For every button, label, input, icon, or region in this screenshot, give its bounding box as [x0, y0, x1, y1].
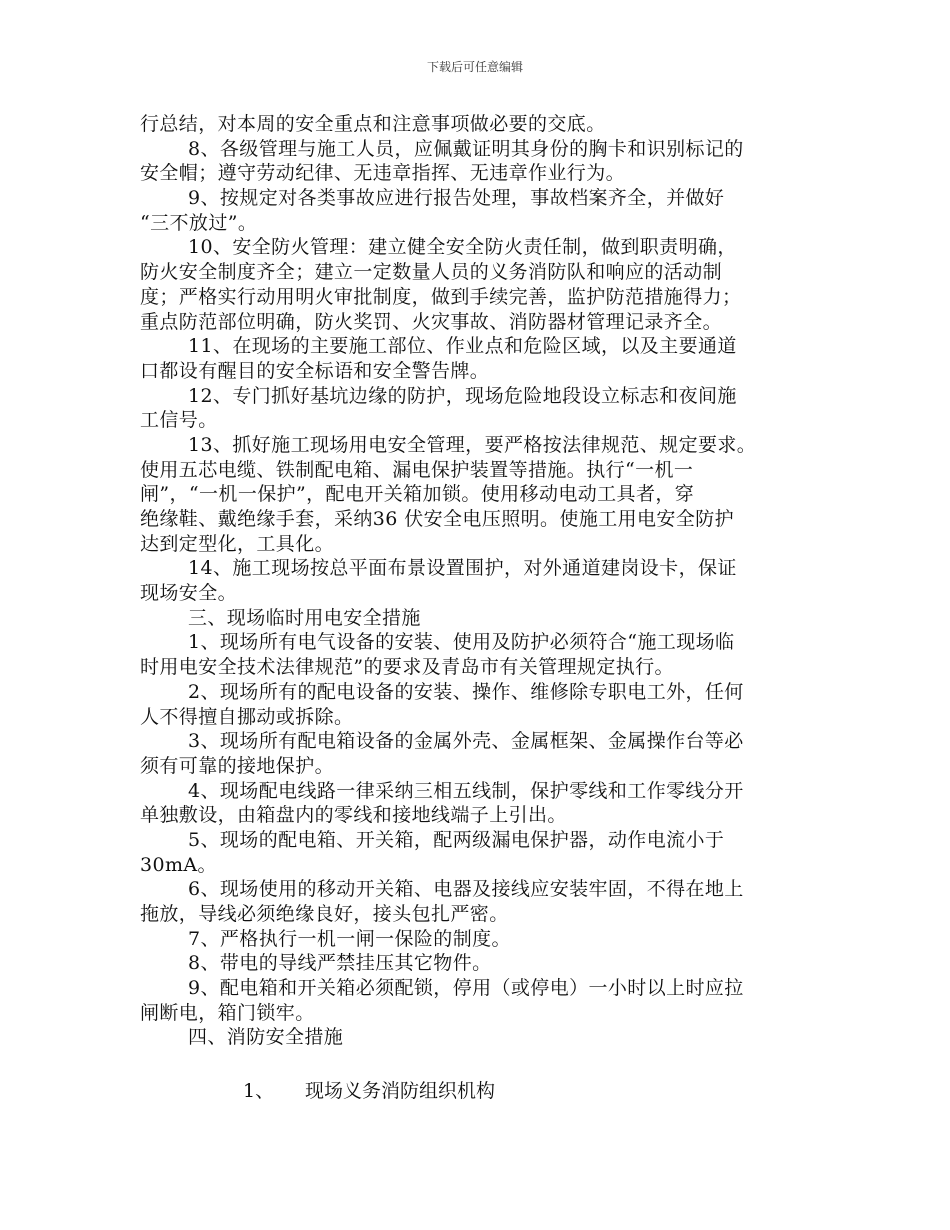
text-line: 重点防范部位明确，防火奖罚、火灾事故、消防器材管理记录齐全。	[140, 310, 723, 333]
text-line: 6、现场使用的移动开关箱、电器及接线应安装牢固，不得在地上	[188, 878, 744, 901]
text-line: 绝缘鞋、戴绝缘手套，采纳36 伏安全电压照明。使施工用电安全防护	[140, 508, 735, 530]
text-line: 安全帽；遵守劳动纪律、无违章指挥、无违章作业行为。	[140, 162, 626, 185]
text-line: 口都设有醒目的安全标语和安全警告牌。	[140, 359, 490, 382]
text-line: 现场安全。	[140, 582, 238, 605]
text-line: 5、现场的配电箱、开关箱，配两级漏电保护器，动作电流小于	[188, 828, 725, 851]
text-line: 10、安全防火管理：建立健全安全防火责任制，做到职责明确，	[188, 236, 737, 259]
text-line: 9、按规定对各类事故应进行报告处理，事故档案齐全，并做好	[188, 187, 725, 210]
text-line: 14、施工现场按总平面布景设置围护，对外通道建岗设卡，保证	[188, 557, 737, 580]
text-line: 使用五芯电缆、铁制配电箱、漏电保护装置等措施。执行“一机一	[140, 458, 694, 481]
text-line: 达到定型化，工具化。	[140, 532, 335, 555]
text-line: 11、在现场的主要施工部位、作业点和危险区域，以及主要通道	[188, 335, 737, 358]
document-body	[140, 112, 812, 1050]
text-line: 四、消防安全措施	[188, 1026, 344, 1049]
text-line: 8、各级管理与施工人员，应佩戴证明其身份的胸卡和识别标记的	[188, 137, 744, 160]
text-line: 12、专门抓好基坑边缘的防护，现场危险地段设立标志和夜间施	[188, 384, 737, 407]
text-line: 3、现场所有配电箱设备的金属外壳、金属框架、金属操作台等必	[188, 730, 744, 753]
text-line: 9、配电箱和开关箱必须配锁，停用（或停电）一小时以上时应拉	[188, 977, 744, 1000]
text-line: 行总结，对本周的安全重点和注意事项做必要的交底。	[140, 113, 606, 135]
text-line: 2、现场所有的配电设备的安装、操作、维修除专职电工外，任何	[188, 680, 744, 703]
text-line: 4、现场配电线路一律采纳三相五线制，保护零线和工作零线分开	[188, 779, 744, 802]
text-line: 拖放，导线必须绝缘良好，接头包扎严密。	[140, 903, 509, 925]
text-line: 人不得擅自挪动或拆除。	[140, 705, 354, 728]
text-line: 防火安全制度齐全；建立一定数量人员的义务消防队和响应的活动制	[140, 261, 723, 284]
text-line: 1、现场所有电气设备的安装、使用及防护必须符合“施工现场临	[188, 631, 735, 654]
text-line: 单独敷设，由箱盘内的零线和接地线端子上引出。	[140, 804, 567, 827]
item-title: 现场义务消防组织机构	[305, 1080, 496, 1102]
section-item-fire-organization	[243, 1078, 495, 1104]
text-line: 闸”，“一机一保护”，配电开关箱加锁。使用移动电动工具者，穿	[140, 483, 695, 506]
text-line: 度；严格实行动用明火审批制度，做到手续完善，监护防范措施得力；	[140, 285, 742, 308]
text-line: 闸断电，箱门锁牢。	[140, 1001, 315, 1024]
text-line: 7、严格执行一机一闸一保险的制度。	[188, 927, 511, 950]
text-line: 须有可靠的接地保护。	[140, 754, 335, 777]
text-line: 时用电安全技术法律规范”的要求及青岛市有关管理规定执行。	[140, 656, 674, 679]
item-number: 1、	[243, 1080, 275, 1102]
text-line: “三不放过”。	[140, 211, 258, 234]
text-line: 30mA。	[140, 853, 217, 876]
page-header-note: 下载后可任意编辑	[426, 60, 523, 74]
text-line: 8、带电的导线严禁挂压其它物件。	[188, 952, 492, 975]
text-line: 三、现场临时用电安全措施	[188, 606, 421, 629]
text-line: 工信号。	[140, 409, 218, 432]
text-line: 13、抓好施工现场用电安全管理，要严格按法律规范、规定要求。	[188, 433, 757, 456]
